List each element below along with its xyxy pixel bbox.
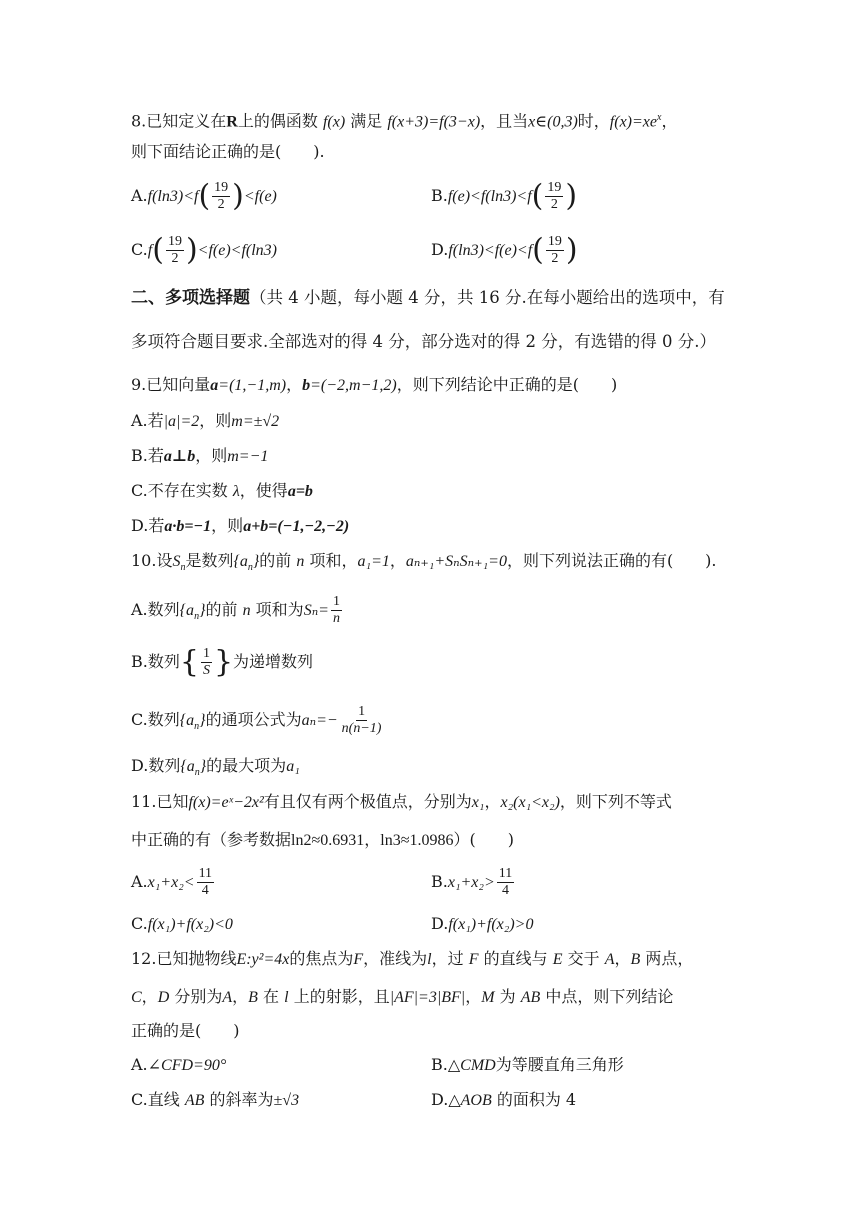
- math: A: [222, 989, 233, 1006]
- q10-option-c: [131, 700, 385, 740]
- math: a₁=1: [357, 553, 390, 570]
- q8-option-a: [131, 176, 277, 216]
- text: 为递增数列: [233, 652, 314, 671]
- math: x₂(x₁<x₂): [500, 794, 560, 811]
- math: <f(e)<f(ln3): [197, 242, 277, 259]
- fraction-1-Sn: [201, 646, 212, 679]
- text: 的面积为 4: [496, 1090, 577, 1109]
- text: ，则下列结论中正确的是( ): [396, 375, 618, 394]
- text: ，则下列不等式: [559, 792, 672, 811]
- text: B.数列: [131, 652, 180, 671]
- numerator: 19: [547, 180, 562, 195]
- text: ，: [614, 949, 631, 968]
- fraction-19-2: [545, 180, 563, 213]
- q12-option-b: [431, 1054, 624, 1077]
- math: ∠CFD=90°: [147, 1057, 227, 1074]
- text: A.: [131, 1055, 148, 1074]
- math: S: [172, 553, 181, 570]
- text: ）( ): [453, 830, 514, 849]
- q8-option-b: [431, 176, 577, 216]
- q9-option-c: [131, 480, 313, 503]
- text: ，使得: [239, 481, 288, 500]
- text: 9.已知向量: [131, 375, 211, 394]
- option-label: D.: [431, 240, 449, 259]
- numerator: 19: [167, 234, 182, 249]
- text: 10.设: [131, 551, 173, 570]
- superscript: x: [657, 112, 662, 123]
- text: D.: [431, 914, 449, 933]
- lambda-symbol: λ: [232, 483, 240, 500]
- math: l: [427, 951, 432, 968]
- text: ，: [286, 375, 303, 394]
- math: {a: [179, 712, 195, 729]
- text: 项和，: [309, 551, 358, 570]
- math: C: [131, 989, 142, 1006]
- text: ，则: [199, 411, 232, 430]
- numerator: 1: [202, 646, 210, 661]
- text: ，准线为: [363, 949, 428, 968]
- section2-header-line1: [131, 287, 725, 309]
- q11-stem-line2: [131, 829, 514, 852]
- option-label: C.: [131, 240, 148, 259]
- q12-option-c: [131, 1089, 299, 1112]
- math: |a|=2: [163, 413, 200, 430]
- fraction-11-4: [497, 866, 514, 899]
- text: 是数列: [185, 551, 234, 570]
- text: A.: [131, 872, 148, 891]
- paren-left: (: [531, 178, 544, 214]
- math: {a: [180, 758, 195, 775]
- text: D.: [431, 1090, 449, 1109]
- math: |AF|=3|BF|: [389, 989, 466, 1006]
- math: m=±√2: [231, 413, 280, 430]
- text: 有且仅有两个极值点，分别为: [263, 792, 472, 811]
- denominator: 2: [171, 251, 179, 266]
- text: 的前: [205, 600, 238, 619]
- math: <f(e): [243, 188, 277, 205]
- text: 12.已知抛物线: [131, 949, 237, 968]
- text: ，则: [195, 446, 228, 465]
- denominator: 2: [550, 197, 558, 212]
- brace-close: }: [252, 553, 260, 570]
- paren-left: (: [198, 178, 211, 214]
- q9-option-d: [131, 515, 349, 538]
- text: 两点，: [645, 949, 694, 968]
- q9-option-b: [131, 445, 268, 468]
- paren-left: (: [152, 232, 164, 268]
- math: △AOB: [448, 1092, 492, 1109]
- math: M: [481, 989, 495, 1006]
- subscript: n: [194, 611, 200, 623]
- q10-option-b: [131, 642, 313, 682]
- text: C.不存在实数: [131, 481, 228, 500]
- denominator: n: [332, 611, 340, 626]
- text: 的斜率为: [209, 1090, 274, 1109]
- text: 满足: [350, 111, 383, 131]
- numerator: 19: [547, 234, 562, 249]
- math: n: [242, 602, 251, 619]
- text: ，过: [431, 949, 464, 968]
- text: ，且当: [480, 111, 529, 131]
- q9-option-a: [131, 410, 279, 433]
- math: f(ln3)<f(e)<f: [448, 242, 533, 259]
- denominator: S: [202, 663, 210, 678]
- text: C.数列: [131, 710, 180, 729]
- math: a+b=(−1,−2,−2): [243, 518, 350, 535]
- option-label: A.: [131, 186, 148, 205]
- brace-close: }: [199, 712, 206, 729]
- math-fx: f(x): [322, 113, 346, 131]
- q12-option-a: [131, 1054, 226, 1077]
- subscript: n: [180, 562, 186, 574]
- text: 的通项公式为: [205, 710, 302, 729]
- denominator: 4: [201, 883, 209, 898]
- math: F: [353, 951, 364, 968]
- text: ，: [484, 792, 501, 811]
- math: {a: [179, 602, 195, 619]
- math: a=b: [287, 483, 313, 500]
- numerator: 11: [198, 866, 213, 881]
- text: 中点，则下列结论: [545, 987, 674, 1006]
- q11-option-b: [431, 862, 516, 902]
- text: ，: [661, 111, 678, 131]
- q12-stem-line1: [131, 948, 693, 971]
- math-condition: f(x+3)=f(3−x): [387, 113, 481, 131]
- denominator: n(n−1): [341, 721, 382, 736]
- math: f(x₁)+f(x₂)>0: [448, 916, 534, 933]
- text: C.: [131, 914, 148, 933]
- math: ±√3: [273, 1092, 300, 1109]
- fraction-1-n: [331, 594, 342, 627]
- math: ln2≈0.6931: [291, 832, 365, 849]
- text: 11.已知: [131, 792, 189, 811]
- math: =(−2,m−1,2): [310, 377, 397, 394]
- numerator: 19: [214, 180, 229, 195]
- text: 项和为: [255, 600, 304, 619]
- denominator: 2: [551, 251, 559, 266]
- text: 交于: [567, 949, 600, 968]
- math-definition: f(x)=xe: [609, 113, 657, 131]
- fraction-19-2: [212, 180, 230, 213]
- math: n: [296, 553, 305, 570]
- q11-stem-line1: [131, 791, 672, 814]
- q10-option-a: [131, 590, 344, 630]
- section-title: 二、多项选择题: [131, 288, 250, 308]
- q11-option-a: [131, 862, 216, 902]
- math: a·b=−1: [164, 518, 212, 535]
- fraction-19-2: [166, 234, 184, 267]
- numerator: 11: [498, 866, 513, 881]
- fraction-11-4: [197, 866, 214, 899]
- q8-stem-line1: [131, 107, 677, 133]
- text: 为: [499, 987, 516, 1006]
- math: AB: [184, 1092, 205, 1109]
- text: ，: [232, 987, 249, 1006]
- math: f(ln3)<f: [147, 188, 199, 205]
- math: a⊥b: [163, 448, 196, 465]
- math: △CMD: [447, 1057, 496, 1074]
- text: 已知定义在: [146, 111, 227, 131]
- denominator: 2: [217, 197, 225, 212]
- math: E:y²=4x: [236, 951, 290, 968]
- text: 的焦点为: [289, 949, 354, 968]
- math: x₁+x₂<: [147, 874, 195, 891]
- text: ，: [389, 551, 406, 570]
- text: 上的射影，且: [293, 987, 390, 1006]
- text: 中正确的有（参考数据: [131, 830, 292, 849]
- math: =(1,−1,m): [218, 377, 287, 394]
- text: 在: [263, 987, 280, 1006]
- math: B: [248, 989, 258, 1006]
- paren-right: ): [232, 178, 244, 214]
- text: 时，: [577, 111, 610, 131]
- text: 上的偶函数: [237, 111, 318, 131]
- section-desc: （共 4 小题，每小题 4 分，共 16 分.在每小题给出的选项中，有: [250, 288, 725, 307]
- brace-right: }: [213, 644, 234, 680]
- text: ，则下列说法正确的有( ).: [506, 551, 717, 570]
- text: ，: [364, 830, 381, 849]
- math: ln3≈1.0986: [380, 832, 454, 849]
- math: AB: [520, 989, 541, 1006]
- math: f(x)=eˣ−2x²: [188, 794, 264, 811]
- paren-right: ): [565, 178, 578, 214]
- option-label: B.: [431, 186, 448, 205]
- text: 的最大项为: [206, 756, 287, 775]
- math-interval: x∈(0,3): [528, 113, 578, 131]
- reals-symbol: R: [226, 113, 238, 131]
- paren-right: ): [185, 232, 198, 268]
- brace-close: }: [199, 602, 206, 619]
- math: a₁: [286, 758, 300, 775]
- q10-stem: [131, 550, 717, 579]
- vector-a: a: [210, 377, 219, 394]
- math: f(x₁)+f(x₂)<0: [147, 916, 233, 933]
- math: B: [630, 951, 641, 968]
- q9-stem: [131, 374, 617, 397]
- text: ，: [465, 987, 482, 1006]
- brace-close: }: [199, 758, 207, 775]
- q8-number: 8.: [131, 111, 147, 131]
- q11-option-c: [131, 913, 233, 936]
- q12-option-d: [431, 1089, 576, 1112]
- q11-option-d: [431, 913, 533, 936]
- text: 的直线与: [483, 949, 548, 968]
- math: D: [157, 989, 170, 1006]
- q8-option-c: [131, 230, 277, 270]
- math: aₙ=−: [301, 712, 338, 729]
- q12-stem-line3: 正确的是( ): [131, 1021, 240, 1040]
- text: D.数列: [131, 756, 181, 775]
- math: f: [147, 242, 153, 259]
- fraction-19-2: [546, 234, 564, 267]
- math: E: [552, 951, 563, 968]
- text: D.若: [131, 516, 165, 535]
- math: {a: [233, 553, 248, 570]
- text: C.直线: [131, 1090, 180, 1109]
- paren-left: (: [532, 232, 544, 268]
- math: m=−1: [227, 448, 269, 465]
- q8-option-d: [431, 230, 578, 270]
- math: l: [284, 989, 289, 1006]
- q12-stem-line2: [131, 986, 673, 1009]
- vector-b: b: [302, 377, 311, 394]
- paren-right: ): [565, 232, 578, 268]
- text: A.数列: [131, 600, 180, 619]
- math: f(e)<f(ln3)<f: [447, 188, 532, 205]
- text: 的前: [259, 551, 292, 570]
- math: Sₙ=: [303, 602, 329, 619]
- math: x₁: [471, 794, 485, 811]
- fraction-1-n-n-1: [340, 704, 384, 737]
- text: 为等腰直角三角形: [495, 1055, 624, 1074]
- denominator: 4: [502, 883, 509, 898]
- subscript: n: [194, 767, 200, 779]
- text: A.若: [131, 411, 164, 430]
- q8-stem-line2: 则下面结论正确的是( ).: [131, 142, 325, 161]
- numerator: 1: [358, 704, 366, 719]
- subscript: n: [194, 721, 200, 733]
- text: ，: [141, 987, 158, 1006]
- text: B.: [431, 1055, 448, 1074]
- text: 分别为: [174, 987, 223, 1006]
- math: A: [604, 951, 615, 968]
- math: aₙ₊₁+SₙSₙ₊₁=0: [405, 553, 507, 570]
- math: F: [468, 951, 479, 968]
- q10-option-d: [131, 755, 300, 784]
- brace-left: {: [179, 644, 199, 680]
- text: B.: [431, 872, 448, 891]
- section2-header-line2: 多项符合题目要求.全部选对的得 4 分，部分选对的得 2 分，有选错的得 0 分.）: [131, 332, 716, 351]
- text: ，则: [211, 516, 244, 535]
- text: B.若: [131, 446, 164, 465]
- math: x₁+x₂>: [447, 874, 495, 891]
- numerator: 1: [332, 594, 340, 609]
- subscript: n: [247, 562, 253, 574]
